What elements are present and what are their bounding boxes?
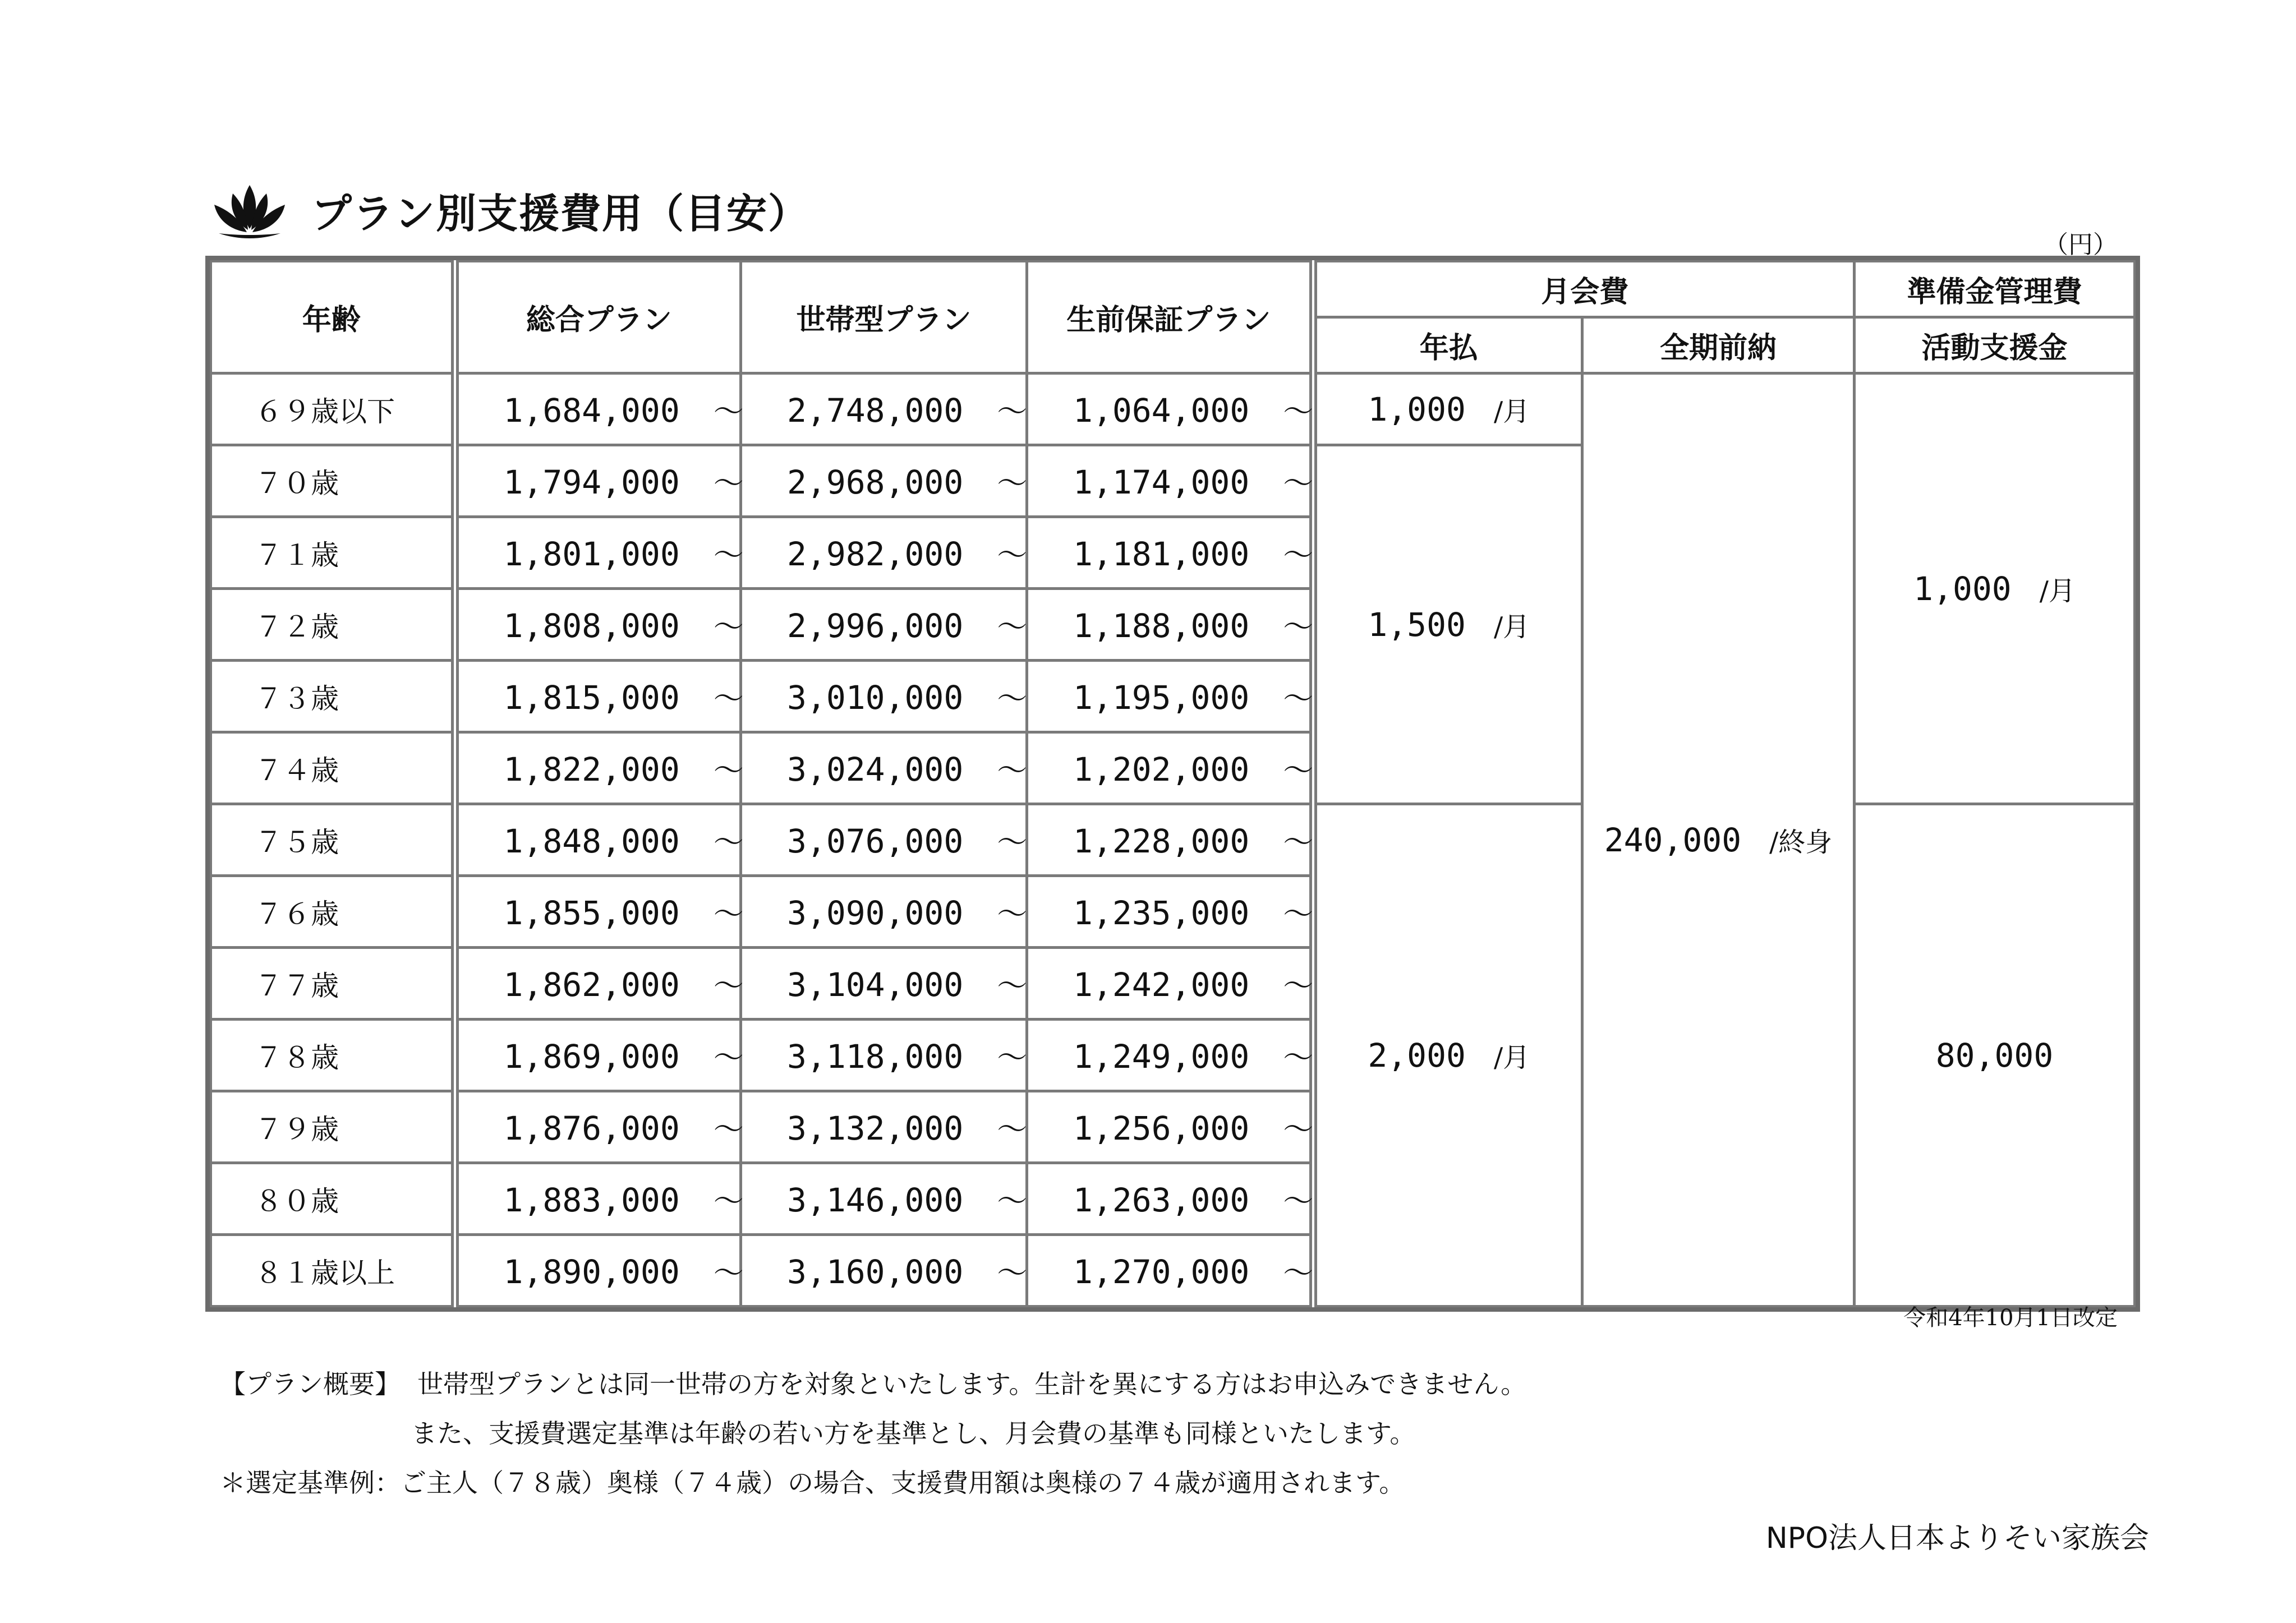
- tilde-mark: ～: [713, 537, 744, 573]
- tilde-mark: ～: [1283, 896, 1314, 932]
- cell-age: [211, 876, 455, 948]
- general-value: 1,869,000: [503, 1038, 680, 1076]
- household-value: 3,132,000: [787, 1109, 964, 1147]
- cell-prelife: [1027, 661, 1313, 732]
- cell-general: [455, 589, 744, 661]
- tilde-mark: ～: [1283, 1255, 1314, 1290]
- household-value: 3,090,000: [787, 894, 964, 932]
- cell-prelife: [1027, 804, 1313, 876]
- household-value: 2,968,000: [787, 463, 964, 501]
- cell-prelife: [1027, 1235, 1313, 1307]
- cell-prelife: [1027, 876, 1313, 948]
- household-value: 2,748,000: [787, 391, 964, 430]
- cell-general: [455, 517, 744, 589]
- cell-general: [455, 1020, 744, 1091]
- tilde-mark: ～: [713, 1183, 744, 1219]
- monthly-fee-unit: /月: [1493, 396, 1530, 427]
- tilde-mark: ～: [1283, 1040, 1314, 1075]
- cell-general: [455, 661, 744, 732]
- monthly-fee-group-3: [1313, 804, 1582, 1307]
- age-label: ７１歳: [255, 538, 339, 571]
- prelife-value: 1,249,000: [1073, 1038, 1250, 1076]
- note-text-1: 世帯型プランとは同一世帯の方を対象といたします。生計を異にする方はお申込みできません。: [417, 1369, 1527, 1399]
- cell-household: [741, 661, 1027, 732]
- household-value: 3,010,000: [787, 679, 964, 717]
- cell-prelife: [1027, 445, 1313, 517]
- cell-household: [741, 948, 1027, 1020]
- cell-age: [211, 1091, 455, 1163]
- tilde-mark: ～: [713, 1255, 744, 1290]
- cell-household: [741, 732, 1027, 804]
- prelife-value: 1,064,000: [1073, 391, 1250, 430]
- monthly-fee-value: 2,000: [1368, 1036, 1466, 1075]
- header-monthly-fee: 月会費: [1313, 261, 1855, 317]
- cell-prelife: [1027, 948, 1313, 1020]
- activity-fund-value: 1,000: [1913, 570, 2012, 608]
- cell-prelife: [1027, 1163, 1313, 1235]
- cell-household: [741, 374, 1027, 445]
- general-value: 1,890,000: [503, 1253, 680, 1291]
- monthly-fee-value: 1,000: [1368, 390, 1466, 428]
- header-plan-prelife: 生前保証プラン: [1027, 261, 1313, 374]
- cell-household: [741, 876, 1027, 948]
- prelife-value: 1,263,000: [1073, 1181, 1250, 1219]
- cell-household: [741, 1091, 1027, 1163]
- activity-fund-group-2: [1855, 804, 2135, 1307]
- cell-age: [211, 1163, 455, 1235]
- cell-household: [741, 1163, 1027, 1235]
- prelife-value: 1,174,000: [1073, 463, 1250, 501]
- household-value: 2,982,000: [787, 535, 964, 573]
- tilde-mark: ～: [997, 537, 1028, 573]
- tilde-mark: ～: [997, 465, 1028, 501]
- general-value: 1,794,000: [503, 463, 680, 501]
- note-label: 【プラン概要】: [220, 1369, 401, 1399]
- age-label: ７５歳: [255, 826, 339, 859]
- note-line-2: また、支援費選定基準は年齢の若い方を基準とし、月会費の基準も同様といたします。: [411, 1418, 1416, 1449]
- header-activity-fund: 活動支援金: [1855, 317, 2135, 374]
- activity-fund-group-1: [1855, 374, 2135, 804]
- cell-prelife: [1027, 589, 1313, 661]
- cell-general: [455, 948, 744, 1020]
- monthly-fee-group-1: [1313, 374, 1582, 445]
- header-annual-pay: 年払: [1313, 317, 1582, 374]
- tilde-mark: ～: [1283, 1112, 1314, 1147]
- cell-prelife: [1027, 1020, 1313, 1091]
- age-label: ８０歳: [255, 1184, 339, 1218]
- age-label: ７９歳: [255, 1113, 339, 1146]
- tilde-mark: ～: [713, 394, 744, 429]
- household-value: 3,076,000: [787, 822, 964, 860]
- tilde-mark: ～: [1283, 465, 1314, 501]
- fee-table: [209, 260, 2136, 1308]
- page-title: プラン別支援費用（目安）: [311, 190, 810, 237]
- table-row: [211, 374, 2135, 445]
- cell-prelife: [1027, 1091, 1313, 1163]
- household-value: 3,024,000: [787, 750, 964, 789]
- header-plan-general: 総合プラン: [455, 261, 741, 374]
- note-line-3: ＊選定基準例：ご主人（７８歳）奥様（７４歳）の場合、支援費用額は奥様の７４歳が適用されます。: [220, 1468, 1405, 1498]
- monthly-fee-value: 1,500: [1368, 606, 1466, 644]
- organization-name: NPO法人日本よりそい家族会: [1765, 1521, 2149, 1555]
- tilde-mark: ～: [713, 609, 744, 644]
- header-age: 年齢: [211, 261, 455, 374]
- cell-household: [741, 517, 1027, 589]
- household-value: 2,996,000: [787, 607, 964, 645]
- cell-general: [455, 804, 744, 876]
- tilde-mark: ～: [997, 681, 1028, 716]
- general-value: 1,883,000: [503, 1181, 680, 1219]
- tilde-mark: ～: [713, 968, 744, 1003]
- header-full-prepay: 全期前納: [1582, 317, 1855, 374]
- cell-general: [455, 1163, 744, 1235]
- cell-general: [455, 1091, 744, 1163]
- tilde-mark: ～: [713, 1112, 744, 1147]
- tilde-mark: ～: [713, 681, 744, 716]
- tilde-mark: ～: [1283, 609, 1314, 644]
- prepay-value: 240,000: [1604, 821, 1742, 859]
- prelife-value: 1,270,000: [1073, 1253, 1250, 1291]
- general-value: 1,876,000: [503, 1109, 680, 1147]
- tilde-mark: ～: [1283, 824, 1314, 860]
- tilde-mark: ～: [713, 824, 744, 860]
- prelife-value: 1,256,000: [1073, 1109, 1250, 1147]
- tilde-mark: ～: [997, 1183, 1028, 1219]
- age-label: ７２歳: [255, 610, 339, 643]
- prepay-unit: /終身: [1769, 827, 1833, 858]
- unit-note: （円）: [2044, 230, 2118, 259]
- tilde-mark: ～: [1283, 753, 1314, 788]
- title-bar: [208, 179, 809, 241]
- age-label: ８１歳以上: [255, 1256, 395, 1289]
- age-label: ７０歳: [255, 467, 339, 500]
- cell-age: [211, 1235, 455, 1307]
- prelife-value: 1,181,000: [1073, 535, 1250, 573]
- prelife-value: 1,228,000: [1073, 822, 1250, 860]
- note-line-1: [220, 1364, 1526, 1401]
- tilde-mark: ～: [713, 753, 744, 788]
- cell-age: [211, 1020, 455, 1091]
- cell-general: [455, 1235, 744, 1307]
- tilde-mark: ～: [997, 609, 1028, 644]
- age-label: ７３歳: [255, 682, 339, 715]
- cell-general: [455, 374, 744, 445]
- revision-date: 令和4年10月1日改定: [1903, 1305, 2118, 1331]
- general-value: 1,862,000: [503, 966, 680, 1004]
- cell-age: [211, 517, 455, 589]
- cell-age: [211, 732, 455, 804]
- prelife-value: 1,195,000: [1073, 679, 1250, 717]
- tilde-mark: ～: [1283, 681, 1314, 716]
- monthly-fee-unit: /月: [1493, 611, 1530, 643]
- prelife-value: 1,242,000: [1073, 966, 1250, 1004]
- cell-household: [741, 445, 1027, 517]
- cell-prelife: [1027, 732, 1313, 804]
- monthly-fee-group-2: [1313, 445, 1582, 804]
- cell-age: [211, 445, 455, 517]
- tilde-mark: ～: [1283, 968, 1314, 1003]
- cell-general: [455, 445, 744, 517]
- cell-household: [741, 1235, 1027, 1307]
- general-value: 1,848,000: [503, 822, 680, 860]
- tilde-mark: ～: [997, 394, 1028, 429]
- tilde-mark: ～: [997, 1112, 1028, 1147]
- general-value: 1,855,000: [503, 894, 680, 932]
- prelife-value: 1,202,000: [1073, 750, 1250, 789]
- general-value: 1,801,000: [503, 535, 680, 573]
- activity-fund-unit: /月: [2039, 575, 2076, 607]
- cell-prelife: [1027, 374, 1313, 445]
- prelife-value: 1,188,000: [1073, 607, 1250, 645]
- header-plan-household: 世帯型プラン: [741, 261, 1027, 374]
- age-label: ７６歳: [255, 897, 339, 930]
- tilde-mark: ～: [713, 465, 744, 501]
- tilde-mark: ～: [997, 1255, 1028, 1290]
- cell-prelife: [1027, 517, 1313, 589]
- general-value: 1,684,000: [503, 391, 680, 430]
- tilde-mark: ～: [1283, 1183, 1314, 1219]
- activity-fund-value: 80,000: [1935, 1036, 2054, 1075]
- cell-general: [455, 732, 744, 804]
- header-reserve-fee: 準備金管理費: [1855, 261, 2135, 317]
- cell-household: [741, 1020, 1027, 1091]
- general-value: 1,808,000: [503, 607, 680, 645]
- age-label: ７８歳: [255, 1041, 339, 1074]
- tilde-mark: ～: [713, 1040, 744, 1075]
- age-label: ７４歳: [255, 754, 339, 787]
- cell-age: [211, 589, 455, 661]
- age-label: ７７歳: [255, 969, 339, 1002]
- cell-general: [455, 876, 744, 948]
- age-label: ６９歳以下: [255, 395, 395, 428]
- tilde-mark: ～: [713, 896, 744, 932]
- monthly-fee-unit: /月: [1493, 1042, 1530, 1073]
- cell-age: [211, 374, 455, 445]
- cell-age: [211, 948, 455, 1020]
- cell-household: [741, 804, 1027, 876]
- lotus-icon: [208, 179, 292, 241]
- tilde-mark: ～: [997, 753, 1028, 788]
- tilde-mark: ～: [1283, 394, 1314, 429]
- tilde-mark: ～: [1283, 537, 1314, 573]
- general-value: 1,822,000: [503, 750, 680, 789]
- cell-household: [741, 589, 1027, 661]
- household-value: 3,160,000: [787, 1253, 964, 1291]
- household-value: 3,104,000: [787, 966, 964, 1004]
- prelife-value: 1,235,000: [1073, 894, 1250, 932]
- tilde-mark: ～: [997, 968, 1028, 1003]
- household-value: 3,146,000: [787, 1181, 964, 1219]
- tilde-mark: ～: [997, 896, 1028, 932]
- general-value: 1,815,000: [503, 679, 680, 717]
- tilde-mark: ～: [997, 1040, 1028, 1075]
- household-value: 3,118,000: [787, 1038, 964, 1076]
- cell-age: [211, 661, 455, 732]
- cell-age: [211, 804, 455, 876]
- full-prepay-cell: [1582, 374, 1855, 1307]
- tilde-mark: ～: [997, 824, 1028, 860]
